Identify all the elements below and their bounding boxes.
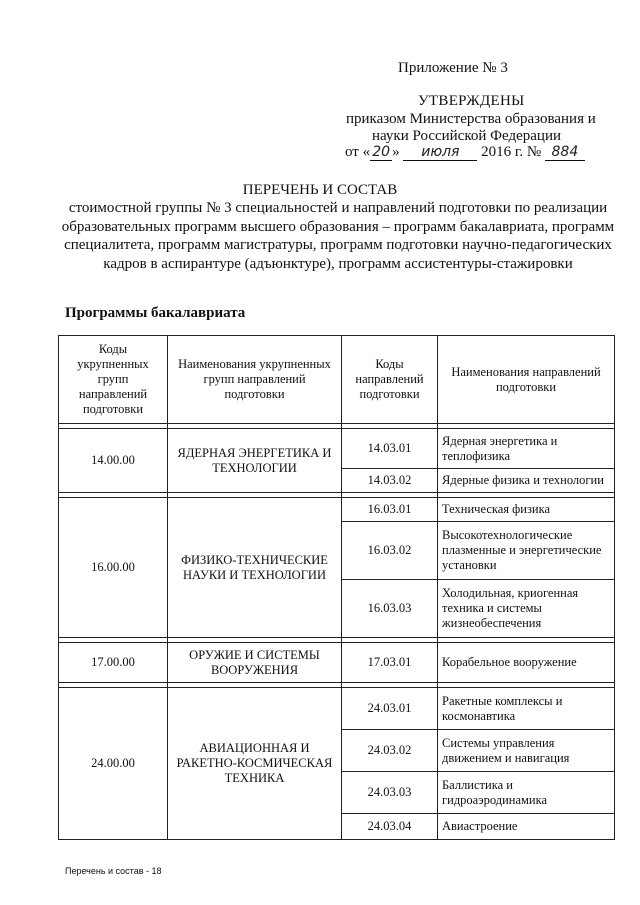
direction-code: 14.03.01 [342, 429, 438, 469]
direction-code: 24.03.01 [342, 688, 438, 730]
header-direction-code: Коды направлений подготовки [342, 336, 438, 424]
direction-code: 24.03.04 [342, 814, 438, 840]
group-name: АВИАЦИОННАЯ И РАКЕТНО-КОСМИЧЕСКАЯ ТЕХНИКА [168, 688, 342, 840]
programs-table [58, 335, 615, 840]
table-row [59, 498, 615, 522]
date-day: 20 [370, 144, 392, 161]
direction-name: Ракетные комплексы и космонавтика [438, 688, 615, 730]
direction-name: Авиастроение [438, 814, 615, 840]
date-prefix: от « [345, 144, 371, 160]
page-footer: Перечень и состав - 18 [65, 866, 162, 876]
direction-name: Системы управления движением и навигация [438, 730, 615, 772]
appendix-label: Приложение № 3 [398, 60, 508, 76]
order-line-2: науки Российской Федерации [372, 128, 562, 144]
header-direction-name: Наименования направлений подготовки [438, 336, 615, 424]
table-row [59, 643, 615, 683]
direction-code: 14.03.02 [342, 469, 438, 493]
document-title: ПЕРЕЧЕНЬ И СОСТАВ [242, 182, 398, 198]
order-line-1: приказом Министерства образования и [346, 111, 596, 127]
header-group-name: Наименования укрупненных групп направлений подготовки [168, 336, 342, 424]
direction-code: 24.03.02 [342, 730, 438, 772]
order-number: 884 [545, 144, 585, 161]
group-name: ФИЗИКО-ТЕХНИЧЕСКИЕ НАУКИ И ТЕХНОЛОГИИ [168, 498, 342, 638]
approved-label: УТВЕРЖДЕНЫ [418, 93, 525, 109]
direction-name: Техническая физика [438, 498, 615, 522]
group-name: ОРУЖИЕ И СИСТЕМЫ ВООРУЖЕНИЯ [168, 643, 342, 683]
direction-name: Холодильная, криогенная техника и системы жизнеобеспечения [438, 580, 615, 638]
table-row [59, 429, 615, 469]
direction-name: Баллистика и гидроаэродинамика [438, 772, 615, 814]
direction-code: 16.03.02 [342, 522, 438, 580]
direction-code: 16.03.03 [342, 580, 438, 638]
group-code: 16.00.00 [59, 498, 168, 638]
table-header-row [59, 336, 615, 424]
group-name: ЯДЕРНАЯ ЭНЕРГЕТИКА И ТЕХНОЛОГИИ [168, 429, 342, 493]
date-year: 2016 г. № [481, 144, 542, 160]
direction-code: 17.03.01 [342, 643, 438, 683]
group-code: 17.00.00 [59, 643, 168, 683]
direction-name: Ядерная энергетика и теплофизика [438, 429, 615, 469]
document-subtitle: стоимостной группы № 3 специальностей и направлений подготовки по реализации образовательных программ высшего образования – программ бакалавриата, программ специалитета, программ магистратуры, программ подготовки научно-педагогических кадров в аспирантуре (адъюнктуре), программ ассистентуры-стажировки [61, 200, 615, 272]
direction-name: Ядерные физика и технологии [438, 469, 615, 493]
direction-name: Высокотехнологические плазменные и энергетические установки [438, 522, 615, 580]
header-group-code: Коды укрупненных групп направлений подготовки [59, 336, 168, 424]
order-date-line [345, 144, 585, 161]
group-code: 24.00.00 [59, 688, 168, 840]
direction-code: 24.03.03 [342, 772, 438, 814]
direction-name: Корабельное вооружение [438, 643, 615, 683]
section-title: Программы бакалавриата [65, 305, 246, 321]
group-code: 14.00.00 [59, 429, 168, 493]
direction-code: 16.03.01 [342, 498, 438, 522]
date-month: июля [403, 144, 477, 161]
date-mid: » [392, 144, 400, 160]
table-row [59, 688, 615, 730]
